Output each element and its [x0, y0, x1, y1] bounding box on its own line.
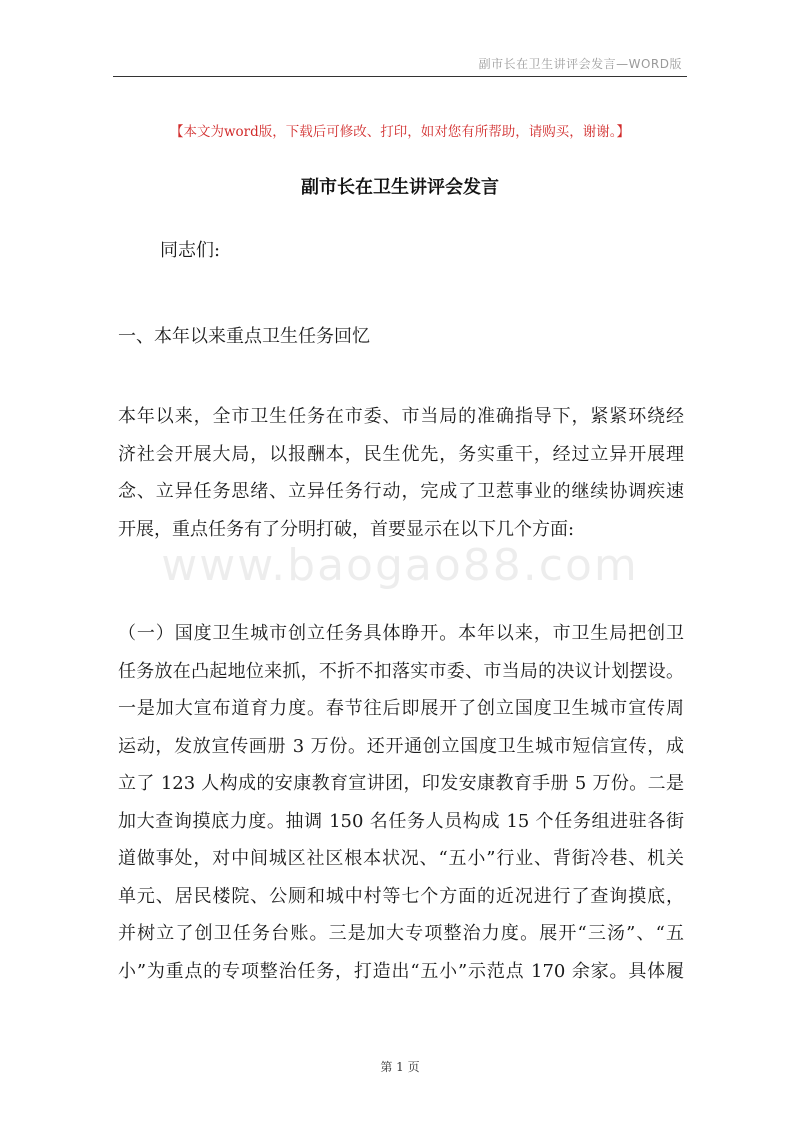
purchase-notice: 【本文为word版，下载后可修改、打印，如对您有所帮助，请购买，谢谢。】 [169, 124, 631, 140]
text-line: 并树立了创卫任务台账。三是加大专项整治力度。展开“三汤”、“五 [118, 923, 684, 944]
paragraph-section-one [118, 615, 684, 990]
text-line: 道做事处，对中间城区社区根本状况、“五小”行业、背街冷巷、机关 [118, 848, 684, 869]
text-line: 立了 123 人构成的安康教育宣讲团，印发安康教育手册 5 万份。二是 [118, 773, 684, 794]
text-line: 单元、居民楼院、公厕和城中村等七个方面的近况进行了查询摸底， [118, 885, 684, 907]
watermark: www.baogao88.com [161, 540, 639, 591]
text-line: 运动，发放宣传画册 3 万份。还开通创立国度卫生城市短信宣传，成 [118, 735, 684, 757]
page-number: 第 1 页 [380, 1060, 420, 1074]
running-header: 副市长在卫生讲评会发言—WORD版 [478, 57, 682, 71]
text-line: 开展，重点任务有了分明打破，首要显示在以下几个方面: [118, 518, 575, 540]
section-heading: 一、本年以来重点卫生任务回忆 [118, 326, 370, 347]
text-line: 加大查询摸底力度。抽调 150 名任务人员构成 15 个任务组进驻各街 [118, 810, 684, 832]
text-line: （一）国度卫生城市创立任务具体睁开。本年以来，市卫生局把创卫 [118, 623, 684, 644]
text-line: 小”为重点的专项整治任务，打造出“五小”示范点 170 余家。具体履 [118, 960, 684, 982]
paragraph-intro [118, 398, 684, 548]
text-line: 济社会开展大局，以报酬本，民生优先，务实重干，经过立异开展理 [118, 443, 684, 465]
header-divider [113, 76, 687, 77]
salutation: 同志们: [160, 240, 221, 261]
text-line: 念、立异任务思绪、立异任务行动，完成了卫惹事业的继续协调疾速 [118, 481, 684, 502]
text-line: 一是加大宣布道育力度。春节往后即展开了创立国度卫生城市宣传周 [118, 698, 684, 719]
document-title: 副市长在卫生讲评会发言 [301, 177, 499, 198]
text-line: 任务放在凸起地位来抓，不折不扣落实市委、市当局的决议计划摆设。 [118, 660, 684, 682]
text-line: 本年以来，全市卫生任务在市委、市当局的准确指导下，紧紧环绕经 [118, 406, 684, 427]
